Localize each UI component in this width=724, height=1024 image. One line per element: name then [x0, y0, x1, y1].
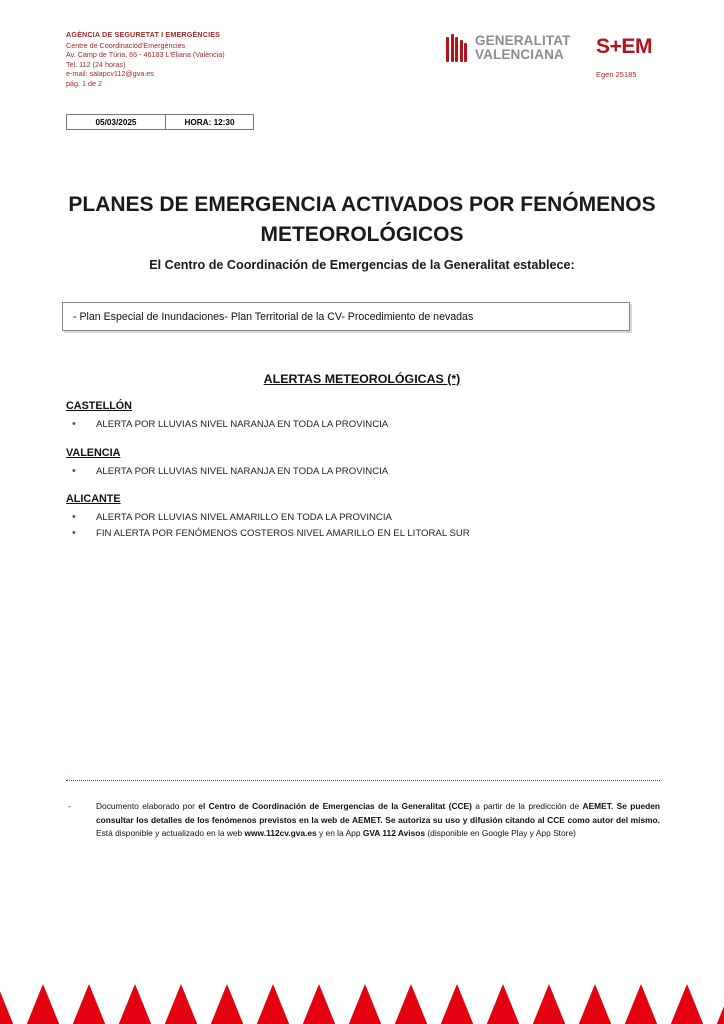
chevron-icon [578, 984, 612, 1024]
bottom-chevron-strip [0, 984, 724, 1024]
date-box: 05/03/2025 [66, 114, 166, 130]
chevron-icon [532, 984, 566, 1024]
footnote-text-4: y en la App [316, 828, 363, 839]
page-subtitle: El Centro de Coordinación de Emergencias de la Generalitat establece: [149, 258, 575, 272]
generalitat-word: GENERALITAT [475, 33, 571, 48]
list-item: • ALERTA POR LLUVIAS NIVEL AMARILLO EN TODA LA PROVINCIA [66, 510, 646, 526]
list-item: • FIN ALERTA POR FENÓMENOS COSTEROS NIVEL AMARILLO EN EL LITORAL SUR [66, 526, 646, 542]
province-alert-items [66, 510, 646, 541]
organization-email: e-mail: salapcv112@gva.es [66, 69, 154, 78]
province-block-valencia [66, 447, 646, 480]
generalitat-bars-icon [446, 34, 468, 62]
province-block-alicante [66, 493, 646, 541]
footer-divider [66, 780, 660, 781]
footnote-bold-2: AEMET. Se pueden consultar los detalles de los fenómenos previstos en la web de AEMET. Se autoriza su uso y difusión citando al CCE como autor del mismo. [96, 801, 661, 825]
footnote-app-name: GVA 112 Avisos [362, 828, 426, 839]
generalitat-wordmark [475, 34, 570, 62]
chevron-icon [164, 984, 198, 1024]
activated-plans-box [62, 302, 630, 331]
chevron-icon [624, 984, 658, 1024]
province-block-castellon [66, 400, 646, 433]
footnote-link-web[interactable]: www.112cv.gva.es [244, 828, 317, 839]
alerts-heading: ALERTAS METEOROLÓGICAS (*) [263, 372, 461, 386]
chevron-icon [118, 984, 152, 1024]
datetime-row [66, 114, 254, 130]
chevron-icon [716, 984, 724, 1024]
organization-info [66, 30, 366, 88]
logo-area [446, 33, 676, 79]
valenciana-word: VALENCIANA [475, 47, 564, 63]
chevron-icon [302, 984, 336, 1024]
organization-title: AGÈNCIA DE SEGURETAT I EMERGÈNCIES [66, 30, 221, 39]
chevron-icon [26, 984, 60, 1024]
sem-logo: S+EM [596, 35, 653, 58]
province-alert-items [66, 464, 646, 480]
chevron-icon [256, 984, 290, 1024]
province-name: VALENCIA [66, 446, 121, 459]
list-item: • ALERTA POR LLUVIAS NIVEL NARANJA EN TODA LA PROVINCIA [66, 417, 646, 433]
chevron-icon [486, 984, 520, 1024]
chevron-icon [72, 984, 106, 1024]
chevron-icon [210, 984, 244, 1024]
footnote-bold-1: el Centro de Coordinación de Emergencias de la Generalitat (CCE) [198, 801, 472, 811]
egen-code: Egen 25185 [596, 70, 637, 79]
organization-line-2: Av. Camp de Túria, 66 - 46183 L'Eliana (València) [66, 50, 225, 59]
organization-line-1: Centre de Coordinaciód'Emergències [66, 40, 186, 50]
province-name: CASTELLÓN [66, 400, 132, 412]
footnote-text-2: a partir de la predicción de [471, 801, 583, 811]
footnote [66, 800, 660, 841]
chevron-icon [348, 984, 382, 1024]
page-number: pág. 1 de 2 [66, 78, 102, 88]
footnote-dash: - [68, 801, 71, 811]
province-name: ALICANTE [66, 493, 121, 506]
footnote-text-1: Documento elaborado por [96, 801, 199, 811]
chevron-icon [440, 984, 474, 1024]
chevron-icon [670, 984, 704, 1024]
page-title: PLANES DE EMERGENCIA ACTIVADOS POR FENÓMENOS METEOROLÓGICOS [68, 193, 656, 246]
footnote-text-3: Está disponible y actualizado en la web [96, 828, 245, 839]
chevron-icon [0, 984, 14, 1024]
hour-box: HORA: 12:30 [166, 114, 254, 130]
document-header [66, 30, 666, 110]
province-alert-items [66, 417, 646, 433]
footnote-text-5: (disponible en Google Play y App Store) [425, 828, 576, 839]
chevron-icon [394, 984, 428, 1024]
alerts-list [66, 400, 646, 555]
activated-plans-text: - Plan Especial de Inundaciones- Plan Territorial de la CV- Procedimiento de nevadas [73, 310, 474, 323]
organization-line-3: Tel. 112 (24 horas) [66, 59, 126, 69]
list-item: • ALERTA POR LLUVIAS NIVEL NARANJA EN TODA LA PROVINCIA [66, 464, 646, 480]
